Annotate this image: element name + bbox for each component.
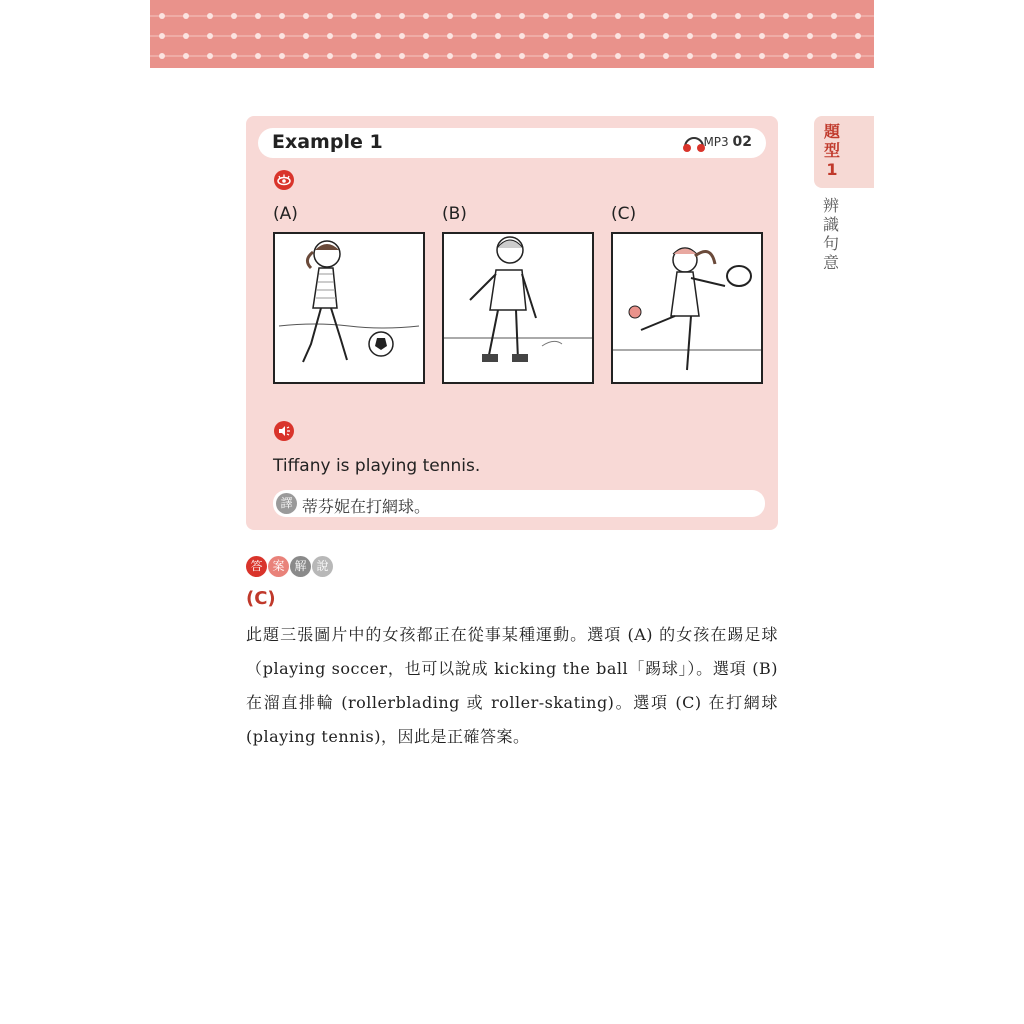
heading-char-2: 案 bbox=[268, 556, 289, 577]
explanation-text: 此題三張圖片中的女孩都正在從事某種運動。選項 (A) 的女孩在踢足球（playing soccer，也可以說成 kicking the ball「踢球」）。選項 (B) 在溜直排輪 (rollerblading 或 roller-skating)。選項 (C) 在打網球 (playing tennis)，因此是正確答案。 bbox=[246, 625, 778, 746]
option-a-picture-soccer bbox=[273, 232, 425, 384]
option-c-picture-tennis bbox=[611, 232, 763, 384]
question-type-subtitle: 辨識句意 bbox=[822, 196, 839, 272]
mp3-number: 02 bbox=[732, 134, 752, 150]
top-banner bbox=[150, 0, 874, 68]
audio-sentence: Tiffany is playing tennis. bbox=[273, 456, 481, 476]
answer-explanation-heading bbox=[246, 555, 334, 577]
question-type-label: 題型1 bbox=[824, 122, 841, 179]
speaker-icon[interactable] bbox=[274, 421, 294, 441]
heading-char-4: 說 bbox=[312, 556, 333, 577]
translation-bar bbox=[273, 490, 765, 517]
option-b-picture-rollerblading bbox=[442, 232, 594, 384]
translation-text: 蒂芬妮在打網球。 bbox=[302, 497, 431, 516]
heading-char-1: 答 bbox=[246, 556, 267, 577]
eye-icon bbox=[274, 170, 294, 190]
example-title: Example 1 bbox=[272, 131, 383, 153]
correct-answer: (C) bbox=[246, 588, 276, 609]
mp3-track[interactable] bbox=[703, 134, 752, 150]
option-c-label: (C) bbox=[611, 204, 637, 224]
question-type-tab bbox=[814, 116, 874, 188]
mp3-label: MP3 bbox=[703, 135, 729, 149]
option-b-label: (B) bbox=[442, 204, 467, 224]
headphones-icon[interactable] bbox=[682, 133, 706, 153]
option-a-label: (A) bbox=[273, 204, 298, 224]
heading-char-3: 解 bbox=[290, 556, 311, 577]
example-box bbox=[246, 116, 778, 530]
translate-icon: 譯 bbox=[276, 493, 297, 514]
example-title-bar bbox=[258, 128, 766, 158]
